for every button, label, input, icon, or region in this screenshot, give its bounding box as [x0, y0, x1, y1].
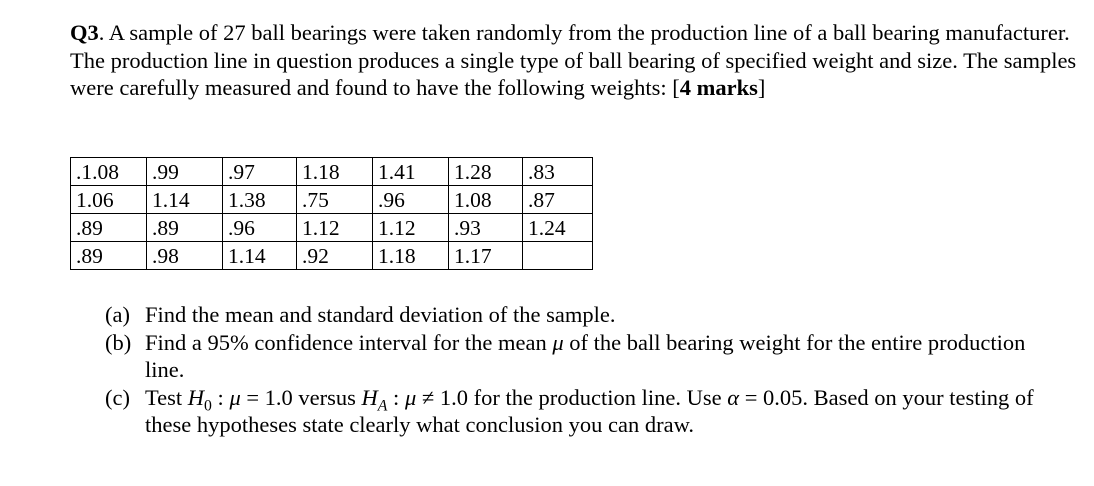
- question-close-bracket: ]: [757, 75, 766, 100]
- part-c: [105, 384, 1065, 439]
- table-cell: .75: [297, 186, 373, 214]
- question-number: Q3: [70, 20, 99, 45]
- table-row: [71, 158, 593, 186]
- part-c-text-6: = 0.05. Based on your testing of these hypotheses state clearly what conclusion you can draw.: [145, 384, 1034, 437]
- part-c-label: (c): [105, 384, 130, 410]
- table-cell: 1.12: [297, 214, 373, 242]
- null-hypothesis-subscript: 0: [204, 397, 212, 414]
- question-parts-list: [105, 301, 1065, 439]
- part-c-text-3: = 1.0 versus: [240, 384, 362, 410]
- part-c-mu-symbol-1: μ: [229, 384, 241, 410]
- table-cell: .89: [71, 242, 147, 270]
- alt-hypothesis-symbol: H: [361, 384, 378, 410]
- table-cell: 1.24: [523, 214, 593, 242]
- table-cell: .87: [523, 186, 593, 214]
- part-b-text-pre: Find a 95% confidence interval for the mean: [145, 329, 553, 355]
- part-b-mu-symbol: μ: [552, 329, 564, 355]
- table-cell: 1.14: [147, 186, 223, 214]
- table-cell: .92: [297, 242, 373, 270]
- part-a: [105, 301, 1065, 329]
- table-cell: .1.08: [71, 158, 147, 186]
- table-cell: 1.18: [297, 158, 373, 186]
- table-cell: 1.28: [449, 158, 523, 186]
- part-a-text: Find the mean and standard deviation of the sample.: [145, 302, 616, 327]
- table-cell: 1.38: [223, 186, 297, 214]
- weights-table: [70, 157, 593, 270]
- table-row: [71, 214, 593, 242]
- table-row: [71, 186, 593, 214]
- part-c-text-1: Test: [145, 384, 188, 410]
- table-cell: 1.12: [373, 214, 449, 242]
- part-c-mu-symbol-2: μ: [404, 384, 417, 410]
- part-a-label: (a): [105, 302, 130, 327]
- alpha-symbol: α: [727, 384, 740, 410]
- table-cell: .99: [147, 158, 223, 186]
- part-c-text-4: :: [387, 384, 405, 410]
- null-hypothesis-symbol: H: [187, 384, 205, 410]
- part-c-text-2: :: [211, 384, 230, 410]
- question-paragraph: [70, 19, 1080, 102]
- table-cell: .96: [373, 186, 449, 214]
- part-c-text-5: ≠ 1.0 for the production line. Use: [416, 384, 728, 410]
- part-b-label: (b): [105, 329, 132, 355]
- table-cell: .98: [147, 242, 223, 270]
- part-b: [105, 329, 1065, 384]
- part-b-text-post: of the ball bearing weight for the entire production line.: [145, 329, 1026, 382]
- question-text: . A sample of 27 ball bearings were taken randomly from the production line of a ball bearing manufacturer. The production line in question produces a single type of ball bearing of specified weight and size. The samples were carefully measured and found to have the following weights: [: [70, 20, 1077, 100]
- question-marks: 4 marks: [679, 75, 758, 100]
- table-cell: .89: [147, 214, 223, 242]
- table-cell: .89: [71, 214, 147, 242]
- table-cell: 1.18: [373, 242, 449, 270]
- table-cell: .97: [223, 158, 297, 186]
- table-cell: 1.08: [449, 186, 523, 214]
- table-cell: 1.14: [223, 242, 297, 270]
- table-cell: 1.06: [71, 186, 147, 214]
- table-cell: .83: [523, 158, 593, 186]
- table-cell: [523, 242, 593, 270]
- table-cell: .93: [449, 214, 523, 242]
- table-cell: 1.17: [449, 242, 523, 270]
- table-cell: .96: [223, 214, 297, 242]
- table-cell: 1.41: [373, 158, 449, 186]
- table-row: [71, 242, 593, 270]
- alt-hypothesis-subscript: A: [377, 397, 388, 414]
